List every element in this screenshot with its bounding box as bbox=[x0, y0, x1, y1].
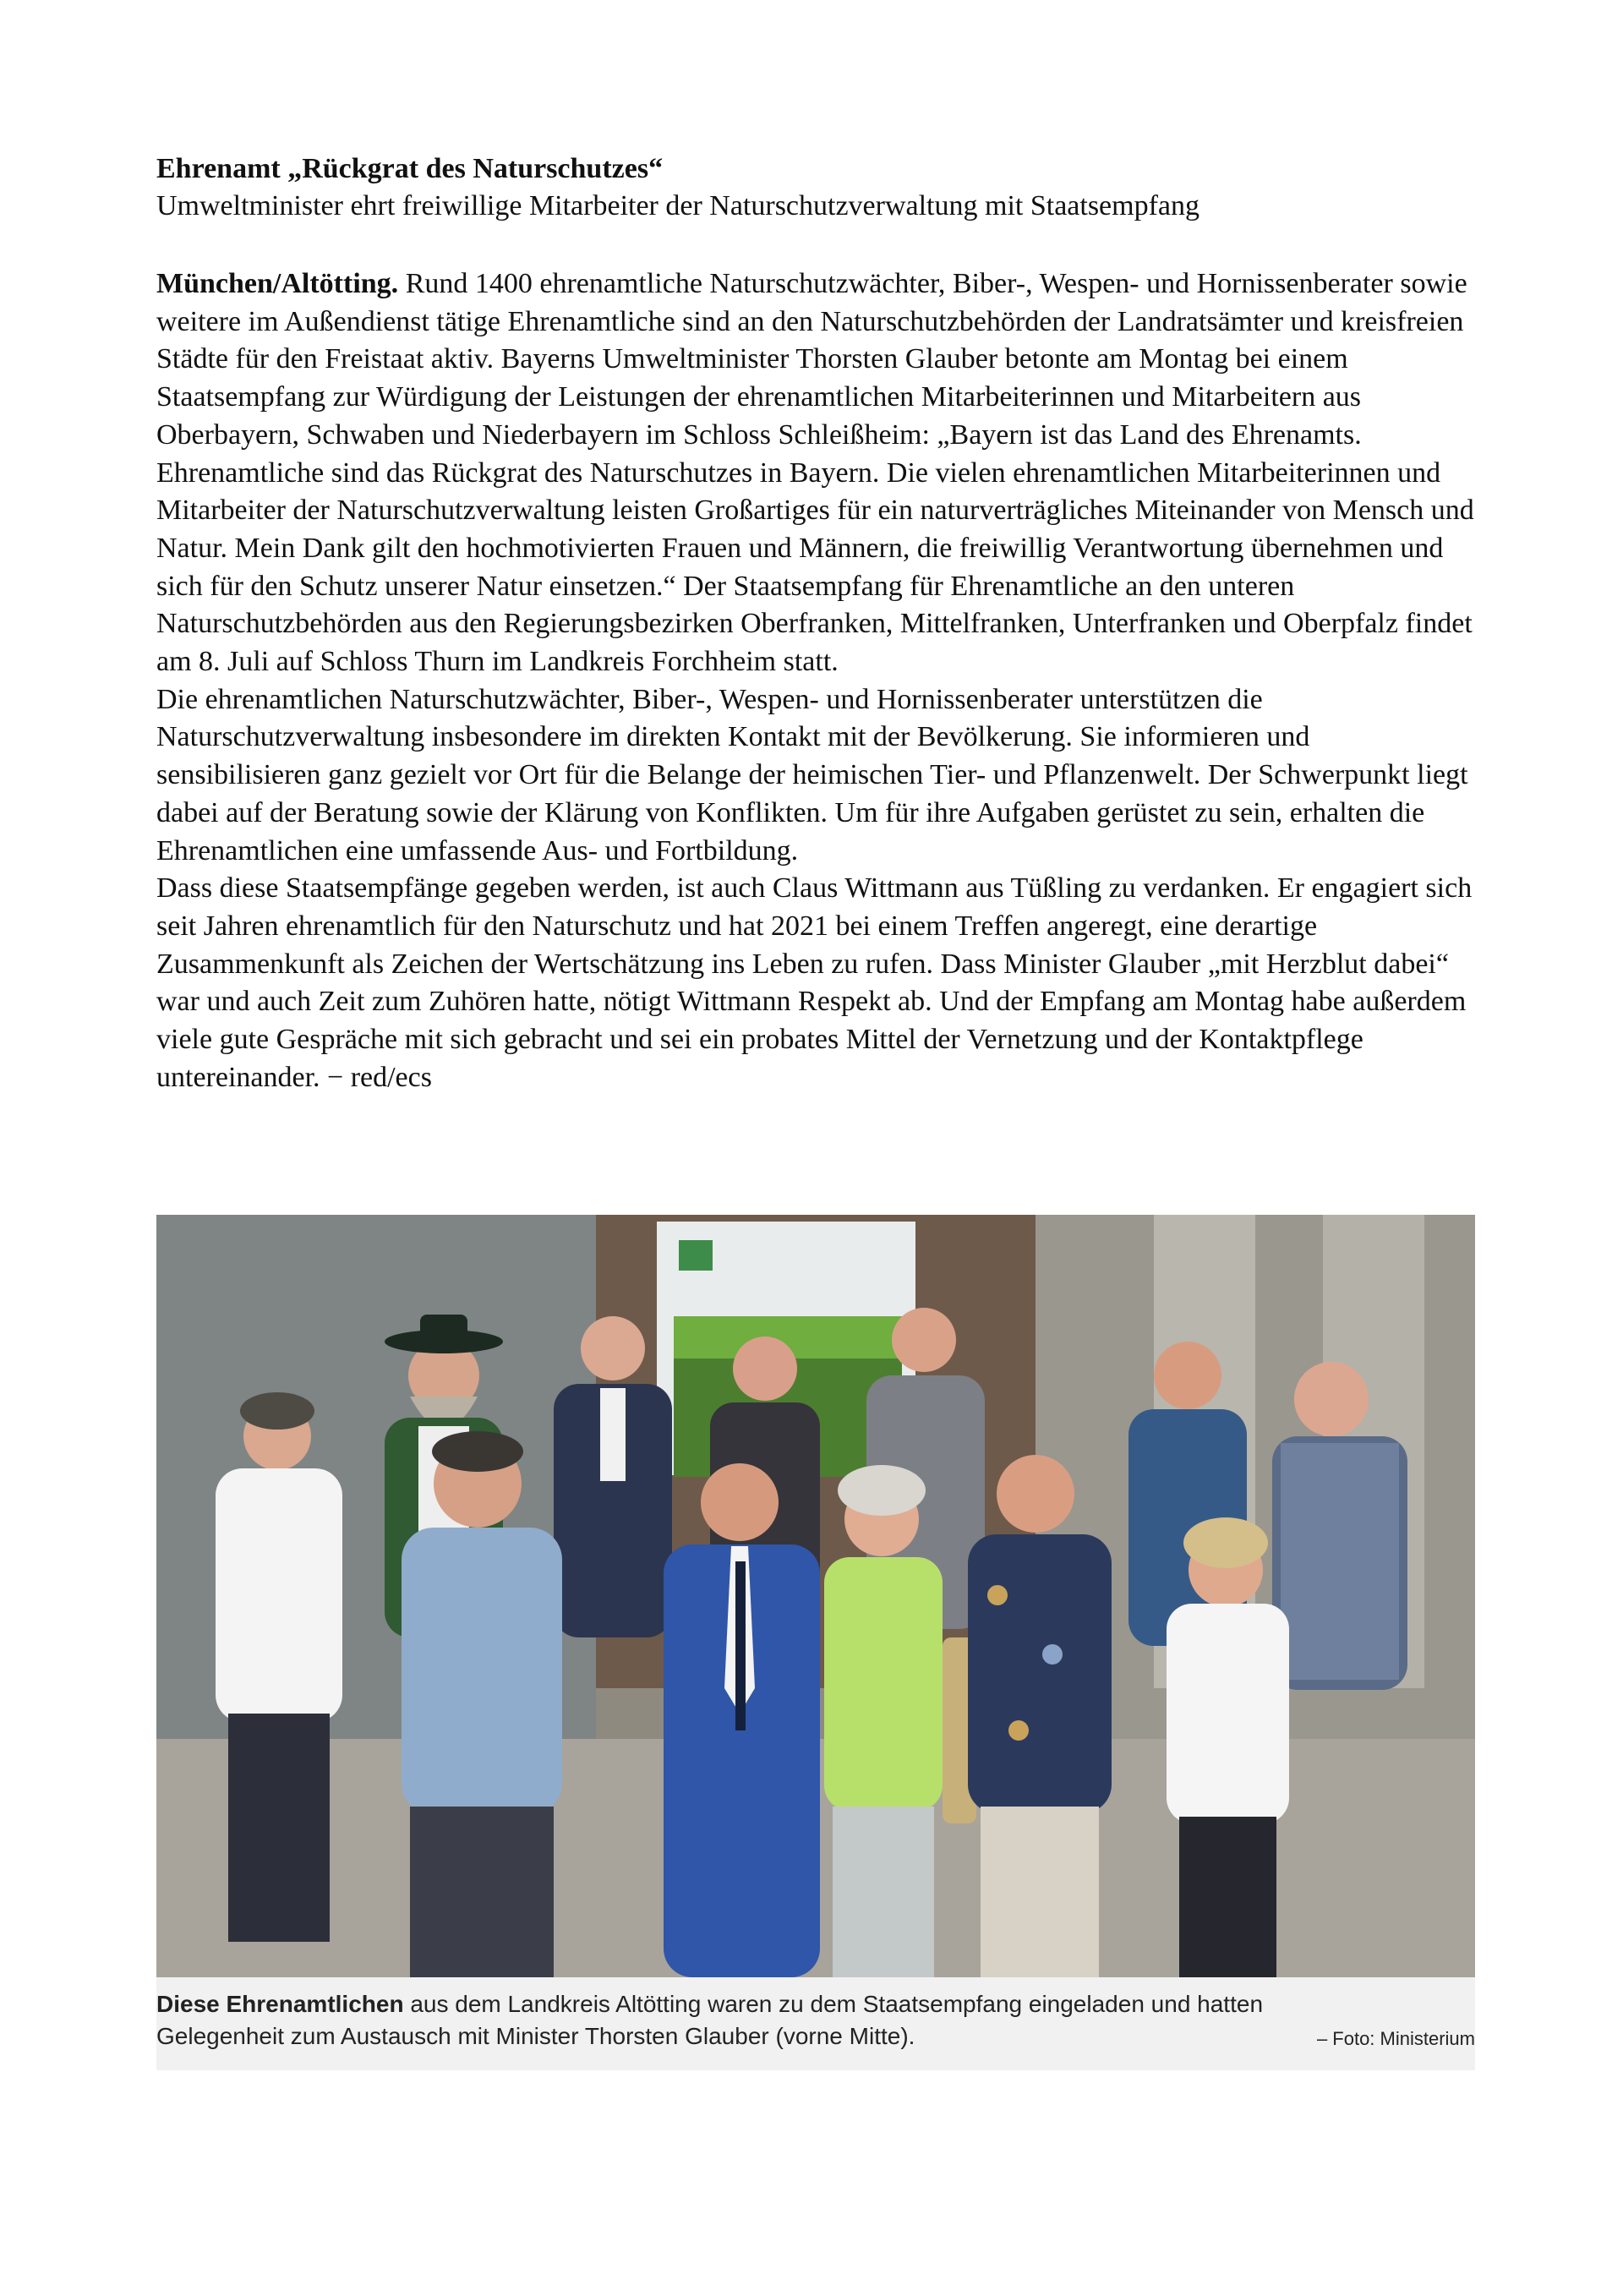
photo-credit: – Foto: Ministerium bbox=[1316, 2028, 1475, 2049]
caption-lead: Diese Ehrenamtlichen bbox=[156, 1991, 404, 2017]
caption-line-2: Gelegenheit zum Austausch mit Minister Thorsten Glauber (vorne Mitte). bbox=[156, 2023, 915, 2049]
article-paragraph-2: Die ehrenamtlichen Naturschutzwächter, Biber-, Wespen- und Hornissenberater unterstützen die Naturschutzverwaltung insbesondere im direkten Kontakt mit der Bevölkerung. Sie informieren und sensibilisieren ganz gezielt vor Ort für die Belange der heimischen Tier- und Pflanzenwelt. Der Schwerpunkt liegt dabei auf der Beratung sowie der Klärung von Konflikten. Um für ihre Aufgaben gerüstet zu sein, erhalten die Ehrenamtlichen eine umfassende Aus- und Fortbildung. bbox=[156, 683, 1468, 866]
photo-caption bbox=[156, 1977, 1475, 2070]
article bbox=[156, 150, 1475, 1096]
dateline: München/Altötting. bbox=[156, 268, 399, 299]
paragraph-1-text: Rund 1400 ehrenamtliche Naturschutzwächter, Biber-, Wespen- und Hornissenberater sowie weitere im Außendienst tätige Ehrenamtliche sind an den Naturschutzbehörden der Landratsämter und kreisfreien Städte für den Freistaat aktiv. Bayerns Umweltminister Thorsten Glauber betonte am Montag bei einem Staatsempfang zur Würdigung der Leistungen der ehrenamtlichen Mitarbeiterinnen und Mitarbeitern aus Oberbayern, Schwaben und Niederbayern im Schloss Schleißheim: „Bayern ist das Land des Ehrenamts. Ehrenamtliche sind das Rückgrat des Naturschutzes in Bayern. Die vielen ehrenamtlichen Mitarbeiterinnen und Mitarbeiter der Naturschutzverwaltung leisten Großartiges für ein naturverträgliches Miteinander von Mensch und Natur. Mein Dank gilt den hochmotivierten Frauen und Männern, die freiwillig Verantwortung übernehmen und sich für den Schutz unserer Natur einsetzen.“ Der Staatsempfang für Ehrenamtliche an den unteren Naturschutzbehörden aus den Regierungsbezirken Oberfranken, Mittelfranken, Unterfranken und Oberpfalz findet am 8. Juli auf Schloss Thurn im Landkreis Forchheim statt. bbox=[156, 268, 1474, 678]
article-title: Ehrenamt „Rückgrat des Naturschutzes“ bbox=[156, 153, 664, 184]
article-paragraph-3: Dass diese Staatsempfänge gegeben werden, ist auch Claus Wittmann aus Tüßling zu verdanken. Er engagiert sich seit Jahren ehrenamtlich für den Naturschutz und hat 2021 bei einem Treffen angeregt, eine derartige Zusammenkunft als Zeichen der Wertschätzung ins Leben zu rufen. Dass Minister Glauber „mit Herzblut dabei“ war und auch Zeit zum Zuhören hatte, nötigt Wittmann Respekt ab. Und der Empfang am Montag habe außerdem viele gute Gespräche mit sich gebracht und sei ein probates Mittel der Vernetzung und der Kontaktpflege untereinander. − red/ecs bbox=[156, 872, 1473, 1093]
caption-line-1-text: aus dem Landkreis Altötting waren zu dem Staatsempfang eingeladen und hatten bbox=[403, 1991, 1264, 2017]
article-paragraph-1 bbox=[156, 265, 1475, 681]
photo-with-caption bbox=[156, 1215, 1475, 2070]
caption-line-1 bbox=[156, 1989, 1263, 2020]
article-subtitle: Umweltminister ehrt freiwillige Mitarbeiter der Naturschutzverwaltung mit Staatsempfang bbox=[156, 190, 1200, 221]
group-photo bbox=[156, 1215, 1475, 1977]
